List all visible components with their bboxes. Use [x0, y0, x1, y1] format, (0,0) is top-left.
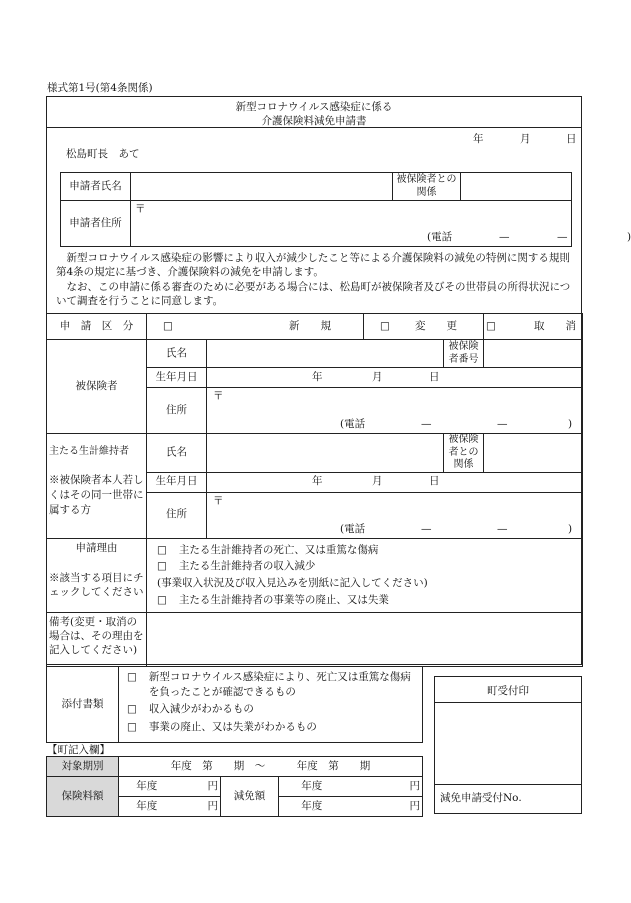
- postal-mark: 〒: [135, 203, 146, 215]
- checkbox-reason-death[interactable]: □: [157, 543, 167, 556]
- reason-item-business[interactable]: [157, 592, 572, 609]
- insured-name-label: 氏名: [147, 340, 207, 368]
- premium-year-1: 年度: [119, 777, 175, 797]
- checkbox-attach-income[interactable]: □: [127, 703, 137, 716]
- category-new-label: 新 規: [289, 319, 331, 332]
- supporter-relation-label: 被保険者との関係: [444, 434, 484, 473]
- reason-income-label: 主たる生計維持者の収入減少: [178, 560, 316, 573]
- reason-item-death[interactable]: [157, 542, 572, 559]
- attachments-options: [119, 667, 423, 743]
- phone-close-paren: ): [627, 231, 631, 243]
- checkbox-attach-business[interactable]: □: [127, 720, 137, 733]
- supporter-phone-close-paren: ): [568, 522, 573, 535]
- attachment-item-business[interactable]: [127, 720, 414, 735]
- supporter-dob-month: 月: [372, 475, 383, 487]
- attachment-item-death[interactable]: [127, 670, 414, 700]
- insured-name-field[interactable]: [207, 340, 444, 368]
- insured-address-field[interactable]: [207, 388, 583, 434]
- form-id: 様式第1号(第4条関係): [47, 82, 153, 94]
- insured-dob-month: 月: [372, 370, 383, 383]
- office-header: 【町記入欄】: [47, 744, 110, 756]
- detail-table: [46, 313, 583, 667]
- insured-number-field[interactable]: [484, 340, 583, 368]
- category-cancel-label: 取 消: [534, 319, 576, 332]
- reduction-label: 減免額: [221, 777, 279, 817]
- period-label: 対象期別: [47, 757, 119, 777]
- insured-phone-dash-1: —: [421, 418, 432, 430]
- reason-sub-note: (事業収入状況及び収入見込みを別紙に記入してください): [157, 577, 428, 590]
- premium-year-2: 年度: [119, 797, 175, 817]
- supporter-label: 主たる生計維持者: [49, 446, 129, 457]
- date-month: 月: [520, 133, 531, 145]
- date-day: 日: [566, 133, 577, 145]
- supporter-postal-mark: 〒: [213, 494, 224, 507]
- applicant-name-field[interactable]: [131, 173, 393, 201]
- supporter-phone-label: (電話: [340, 522, 366, 535]
- applicant-address-field[interactable]: [131, 201, 631, 247]
- insured-dob-label: 生年月日: [147, 368, 207, 388]
- reason-label: 申請理由: [75, 541, 118, 554]
- category-change-label: 変 更: [415, 319, 457, 332]
- applicant-table: [60, 172, 631, 247]
- insured-postal-mark: 〒: [213, 390, 224, 402]
- reduction-yen-1[interactable]: 円: [345, 777, 423, 797]
- attachment-business-label: 事業の廃止、又は失業がわかるもの: [148, 720, 317, 733]
- checkbox-cancel[interactable]: □: [486, 319, 496, 332]
- statement-consent-1: 新型コロナウイルス感染症の影響により収入が減少したこと等による介護保険料の減免の特例に関する規則第4条の規定に基づき、介護保険料の減免を申請します。: [56, 252, 570, 278]
- applicant-address-label: 申請者住所: [61, 201, 131, 247]
- reduction-yen-2[interactable]: 円: [345, 797, 423, 817]
- supporter-phone-dash-2: —: [497, 522, 508, 535]
- checkbox-reason-business[interactable]: □: [157, 593, 167, 606]
- reason-item-income[interactable]: [157, 558, 572, 575]
- reason-business-label: 主たる生計維持者の事業等の廃止、又は失業: [178, 593, 389, 606]
- category-option-cancel[interactable]: [484, 314, 583, 340]
- checkbox-reason-income[interactable]: □: [157, 560, 167, 573]
- supporter-label-cell: [47, 434, 147, 539]
- supporter-note: ※被保険者本人若しくはその同一世帯に属する方: [49, 473, 144, 516]
- premium-yen-2[interactable]: 円: [175, 797, 221, 817]
- attachment-item-income[interactable]: [127, 702, 414, 717]
- date-year: 年: [473, 133, 484, 145]
- supporter-address-field[interactable]: [207, 492, 583, 538]
- remarks-label: 備考(変更・取消の場合は、その理由を記入してください): [47, 612, 147, 666]
- reason-options: [147, 538, 583, 612]
- relation-field[interactable]: [461, 173, 572, 201]
- supporter-name-field[interactable]: [207, 434, 444, 473]
- attachment-death-label: 新型コロナウイルス感染症により、死亡又は重篤な傷病を負ったことが確認できるもの: [148, 671, 411, 699]
- category-label: 申 請 区 分: [47, 314, 147, 340]
- insured-phone-dash-2: —: [497, 418, 508, 430]
- premium-yen-1[interactable]: 円: [175, 777, 221, 797]
- insured-address-label: 住所: [147, 388, 207, 434]
- attachments-label: 添付書類: [47, 667, 119, 743]
- insured-number-label: 被保険者番号: [444, 340, 484, 368]
- phone-dash-1: —: [499, 231, 510, 243]
- reason-death-label: 主たる生計維持者の死亡、又は重篤な傷病: [178, 543, 379, 556]
- insured-dob-year: 年: [312, 370, 323, 383]
- period-value[interactable]: 年度 第 期 ～ 年度 第 期: [119, 757, 423, 777]
- addressee: 松島町長 あて: [66, 148, 140, 160]
- attachments-table: [46, 666, 423, 743]
- remarks-field[interactable]: [147, 612, 583, 666]
- form-title-line2: 介護保険料減免申請書: [261, 115, 367, 127]
- insured-dob-field[interactable]: [207, 368, 583, 388]
- insured-phone-label: (電話: [340, 418, 366, 430]
- supporter-dob-label: 生年月日: [147, 472, 207, 492]
- supporter-address-label: 住所: [147, 492, 207, 538]
- supporter-dob-day: 日: [429, 475, 440, 487]
- applicant-name-label: 申請者氏名: [61, 173, 131, 201]
- checkbox-change[interactable]: □: [380, 319, 390, 332]
- relation-label: 被保険者との関係: [393, 173, 461, 201]
- reason-note: ※該当する項目にチェックしてください: [49, 571, 144, 599]
- category-option-new[interactable]: [147, 314, 364, 340]
- attachment-income-label: 収入減少がわかるもの: [148, 703, 254, 716]
- reason-label-cell: [47, 538, 147, 612]
- supporter-relation-field[interactable]: [484, 434, 583, 473]
- insured-phone-close-paren: ): [568, 418, 573, 430]
- supporter-dob-year: 年: [312, 475, 323, 487]
- insured-label: 被保険者: [47, 340, 147, 434]
- category-option-change[interactable]: [364, 314, 484, 340]
- phone-dash-2: —: [557, 231, 568, 243]
- phone-label: (電話: [427, 231, 453, 243]
- reduction-year-1: 年度: [279, 777, 345, 797]
- stamp-label: 町受付印: [487, 685, 529, 697]
- supporter-name-label: 氏名: [147, 434, 207, 473]
- premium-label: 保険料額: [47, 777, 119, 817]
- office-table: [46, 756, 423, 817]
- supporter-phone-dash-1: —: [421, 522, 432, 535]
- supporter-dob-field[interactable]: [207, 472, 583, 492]
- statement-consent-2: なお、この申請に係る審査のために必要がある場合には、松島町が被保険者及びその世帯員の所得状況について調査を行うことに同意します。: [56, 281, 571, 307]
- reduction-year-2: 年度: [279, 797, 345, 817]
- stamp-divider: [434, 784, 582, 785]
- checkbox-attach-death[interactable]: □: [127, 671, 137, 683]
- form-title-line1: 新型コロナウイルス感染症に係る: [235, 101, 393, 113]
- receipt-no-label: 減免申請受付No.: [440, 792, 522, 804]
- checkbox-new[interactable]: □: [163, 319, 173, 332]
- insured-dob-day: 日: [429, 370, 440, 383]
